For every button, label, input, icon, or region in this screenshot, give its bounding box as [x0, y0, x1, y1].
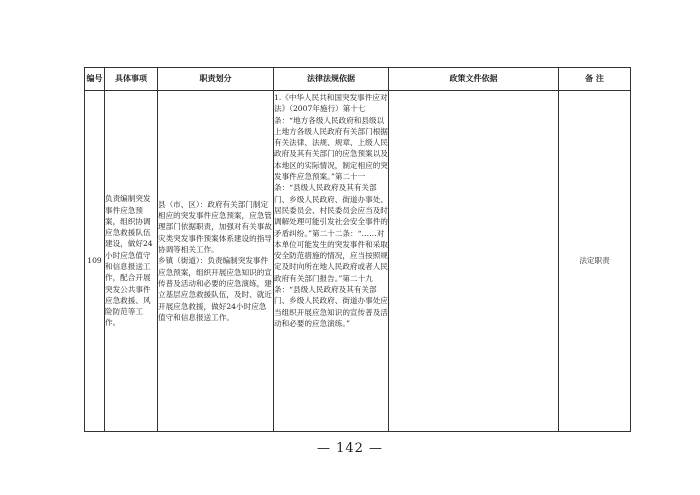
header-duty: 职责划分: [158, 68, 274, 91]
row-law-cell: [274, 91, 389, 432]
header-item: 具体事项: [105, 68, 158, 91]
duty-township: 乡镇（街道）：负责编制突发事件应急预案，组织开展应急知识的宣传普及活动和必要的应急演练，建立基层应急救援队伍，及时、就近开展应急救援，做好24小时应急值守和信息报送工作。: [158, 256, 272, 322]
responsibility-table: [84, 67, 631, 432]
header-num: 编号: [85, 68, 105, 91]
duty-county: 县（市、区）：政府有关部门制定相应的突发事件应急预案，应急管理部门依据职责，加强对有关事故灾类突发事件预案体系建设的指导协调等相关工作。: [158, 199, 272, 255]
header-row: [85, 68, 631, 91]
page-number: — 142 —: [316, 441, 384, 456]
table-row: [85, 91, 631, 432]
row-duty-cell: [158, 91, 274, 432]
law-text: 1.《中华人民共和国突发事件应对法》（2007年施行）第十七条：“地方各级人民政府和县级以上地方各级人民政府有关部门根据有关法律、法规、规章、上级人民政府及其有关部门的应急预案以及本地区的实际情况，制定相应的突发事件应急预案。”第二十一条：“县级人民政府及其有关部门、乡级人民政府、街道办事处、居民委员会、村民委员会应当及时调解处理可能引发社会安全事件的矛盾纠纷。”第二十二条：“……对本单位可能发生的突发事件和采取安全防范措施的情况，应当按照规定及时向所在地人民政府或者人民政府有关部门报告。”第二十九条：“县级人民政府及其有关部门、乡级人民政府、街道办事处应当组织开展应急知识的宣传普及活动和必要的应急演练。”: [274, 93, 388, 328]
row-policy-cell: [389, 91, 559, 432]
header-policy: 政策文件依据: [389, 68, 559, 91]
row-item-text: 负责编制突发事件应急预案，组织协调应急救援队伍建设，做好24小时应急值守和信息报送工作，配合开展突发公共事件应急救援、风险防范等工作。: [105, 91, 158, 432]
header-law: 法律法规依据: [274, 68, 389, 91]
row-note: 法定职责: [559, 91, 631, 432]
row-number: 109: [85, 91, 105, 432]
header-note: 备 注: [559, 68, 631, 91]
